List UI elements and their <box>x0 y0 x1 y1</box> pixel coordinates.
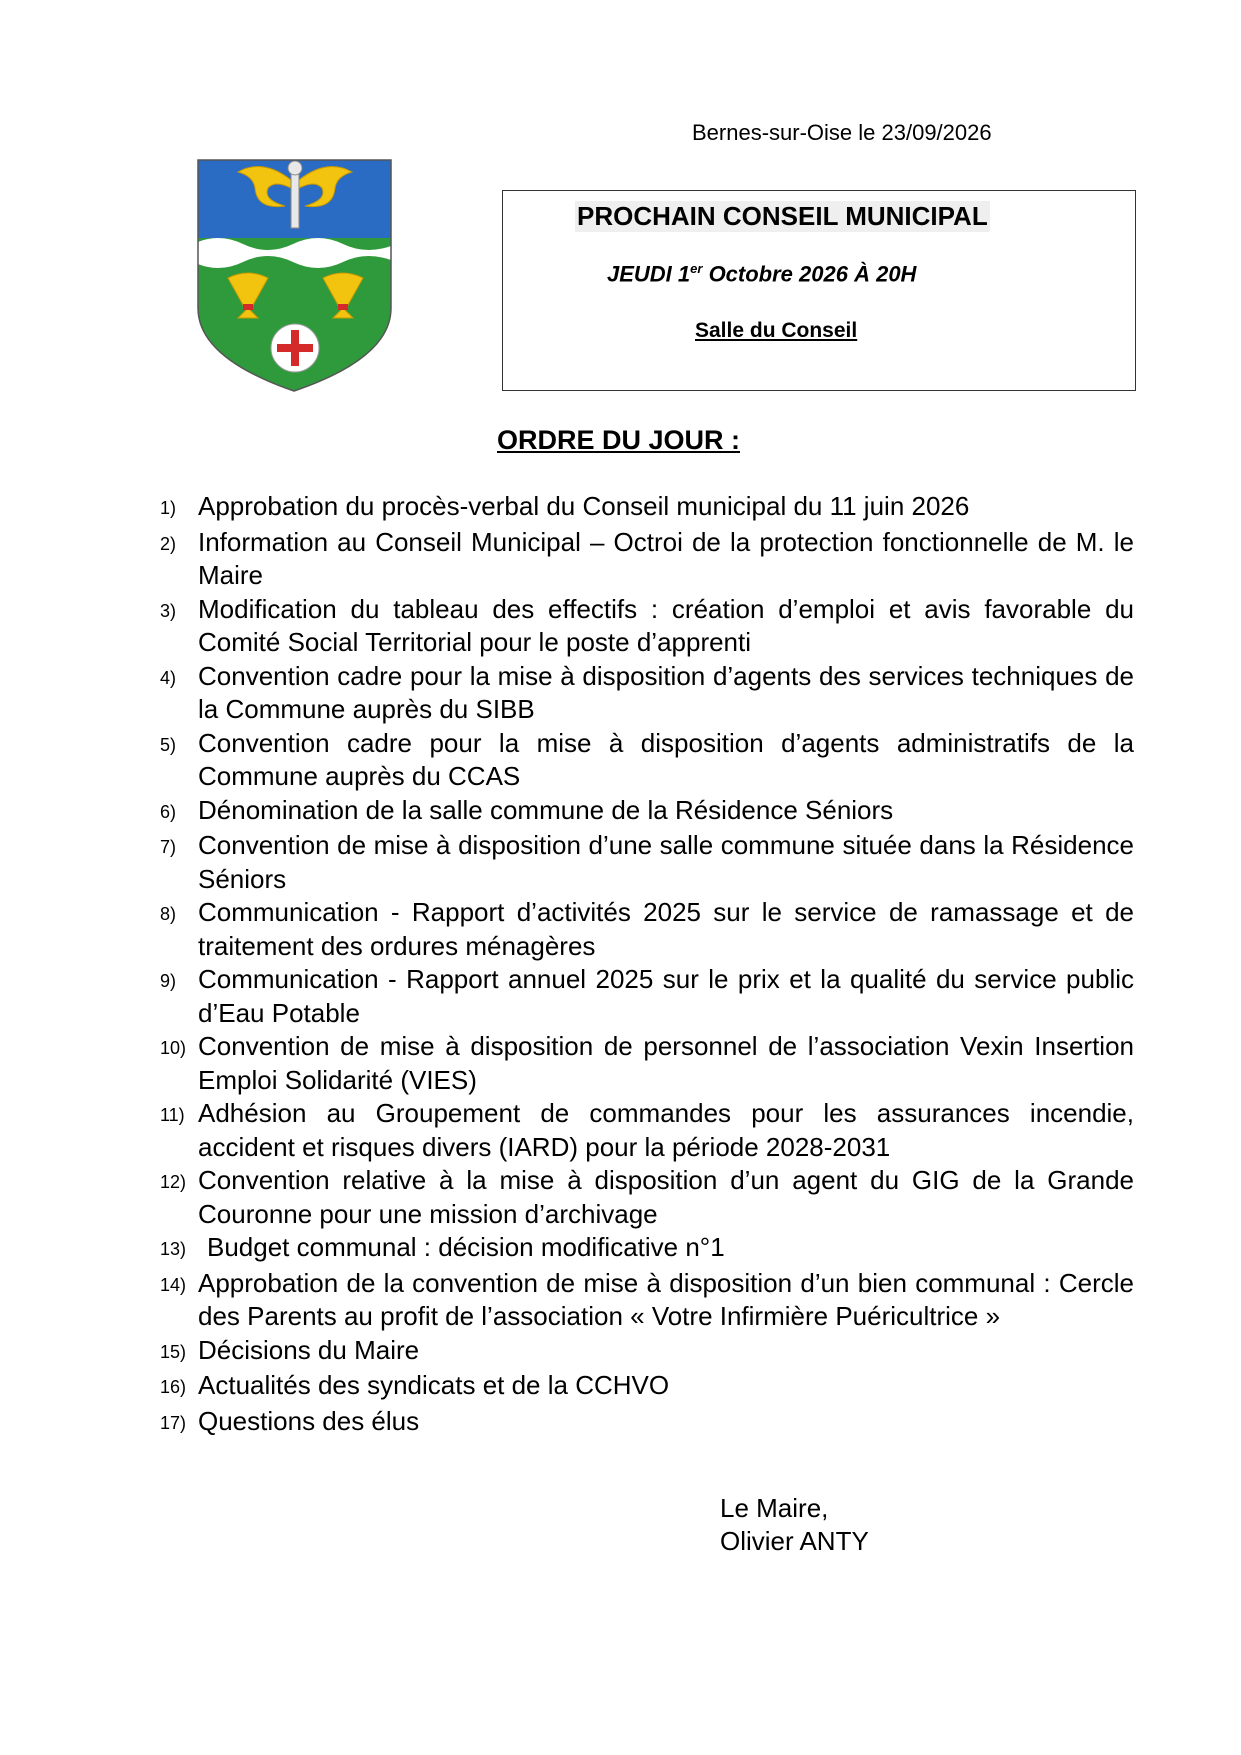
agenda-item <box>160 727 1134 794</box>
agenda-item-number: 10) <box>160 1038 187 1058</box>
agenda-item-number: 4) <box>160 667 177 688</box>
agenda-item-text: Décisions du Maire <box>198 1334 420 1365</box>
agenda-item-text: Convention de mise à disposition de personnel de l’association Vexin Insertion Emploi Solidarité (VIES) <box>198 1031 1134 1095</box>
agenda-item-text: Actualités des syndicats et de la CCHVO <box>198 1370 670 1400</box>
agenda-item-text: Modification du tableau des effectifs : création d’emploi et avis favorable du Comité Social Territorial pour le poste d’apprenti <box>198 593 1134 657</box>
agenda-item <box>160 1267 1134 1334</box>
agenda-item-number: 15) <box>160 1341 187 1362</box>
agenda-item-text: Questions des élus <box>198 1405 420 1436</box>
agenda-item-text: Dénomination de la salle commune de la Résidence Séniors <box>198 794 894 825</box>
agenda-item-text: Budget communal : décision modificative n°1 <box>207 1232 725 1262</box>
agenda-item <box>160 660 1134 727</box>
agenda-item-number: 7) <box>160 837 177 857</box>
agenda-item-number: 16) <box>160 1377 187 1397</box>
agenda-item <box>160 896 1134 963</box>
meeting-datetime <box>607 261 916 287</box>
agenda-item <box>160 1405 1134 1441</box>
agenda-item-number: 3) <box>160 600 177 621</box>
agenda-item <box>160 963 1134 1030</box>
agenda-item-number: 2) <box>160 533 177 554</box>
agenda-item <box>160 526 1134 593</box>
agenda-item <box>160 490 1134 526</box>
agenda-item-number: 13) <box>160 1239 187 1259</box>
agenda-item-text: Adhésion au Groupement de commandes pour les assurances incendie, accident et risques divers (IARD) pour la période 2028-2031 <box>198 1098 1134 1162</box>
agenda-item <box>160 1231 1134 1267</box>
agenda-item-text: Approbation de la convention de mise à disposition d’un bien communal : Cercle des Parents au profit de l’association « Votre Infirmière Puéricultrice » <box>198 1267 1134 1331</box>
agenda-item <box>160 593 1134 660</box>
agenda-item-text: Convention cadre pour la mise à disposition d’agents des services techniques de la Commune auprès du SIBB <box>198 660 1134 724</box>
meeting-date-prefix: JEUDI 1 <box>607 261 691 287</box>
agenda-item-number: 12) <box>160 1172 187 1192</box>
coat-of-arms-logo <box>193 158 396 393</box>
agenda-item <box>160 794 1134 830</box>
agenda-item <box>160 1164 1134 1231</box>
signatory-title: Le Maire, <box>720 1493 829 1523</box>
agenda-item-number: 6) <box>160 801 177 822</box>
agenda-item <box>160 1334 1134 1370</box>
agenda-item-text: Convention de mise à disposition d’une salle commune située dans la Résidence Séniors <box>198 830 1134 894</box>
agenda-item-number: 8) <box>160 904 177 924</box>
signatory-name: Olivier ANTY <box>720 1526 869 1556</box>
agenda-item-text: Convention cadre pour la mise à disposition d’agents administratifs de la Commune auprès du CCAS <box>198 727 1134 791</box>
meeting-date-suffix: Octobre 2026 À 20H <box>702 261 917 287</box>
agenda-item-number: 5) <box>160 734 177 755</box>
agenda-item-text: Convention relative à la mise à disposition d’un agent du GIG de la Grande Couronne pour une mission d’archivage <box>198 1165 1134 1229</box>
agenda-item-number: 9) <box>160 971 177 991</box>
agenda-item-number: 1) <box>160 498 177 518</box>
place-date: Bernes-sur-Oise le 23/09/2026 <box>692 120 992 145</box>
agenda-item-text: Information au Conseil Municipal – Octroi de la protection fonctionnelle de M. le Maire <box>198 526 1134 590</box>
meeting-room: Salle du Conseil <box>695 319 858 342</box>
agenda-item-text: Communication - Rapport annuel 2025 sur le prix et la qualité du service public d’Eau Potable <box>198 964 1134 1028</box>
agenda-list <box>160 490 1134 1440</box>
agenda-item-text: Approbation du procès-verbal du Conseil municipal du 11 juin 2026 <box>198 491 970 521</box>
meeting-date-ordinal: er <box>690 261 703 276</box>
agenda-item-number: 11) <box>160 1105 185 1125</box>
agenda-heading: ORDRE DU JOUR : <box>497 425 741 455</box>
agenda-item <box>160 1097 1134 1164</box>
agenda-item-text: Communication - Rapport d’activités 2025 sur le service de ramassage et de traitement des ordures ménagères <box>198 897 1134 961</box>
signature-block <box>720 1492 869 1558</box>
agenda-item <box>160 1369 1134 1405</box>
agenda-item <box>160 829 1134 896</box>
meeting-notice-box <box>502 190 1136 391</box>
agenda-item <box>160 1030 1134 1097</box>
agenda-item-number: 14) <box>160 1274 187 1295</box>
agenda-item-number: 17) <box>160 1412 187 1433</box>
notice-title: PROCHAIN CONSEIL MUNICIPAL <box>577 201 988 231</box>
